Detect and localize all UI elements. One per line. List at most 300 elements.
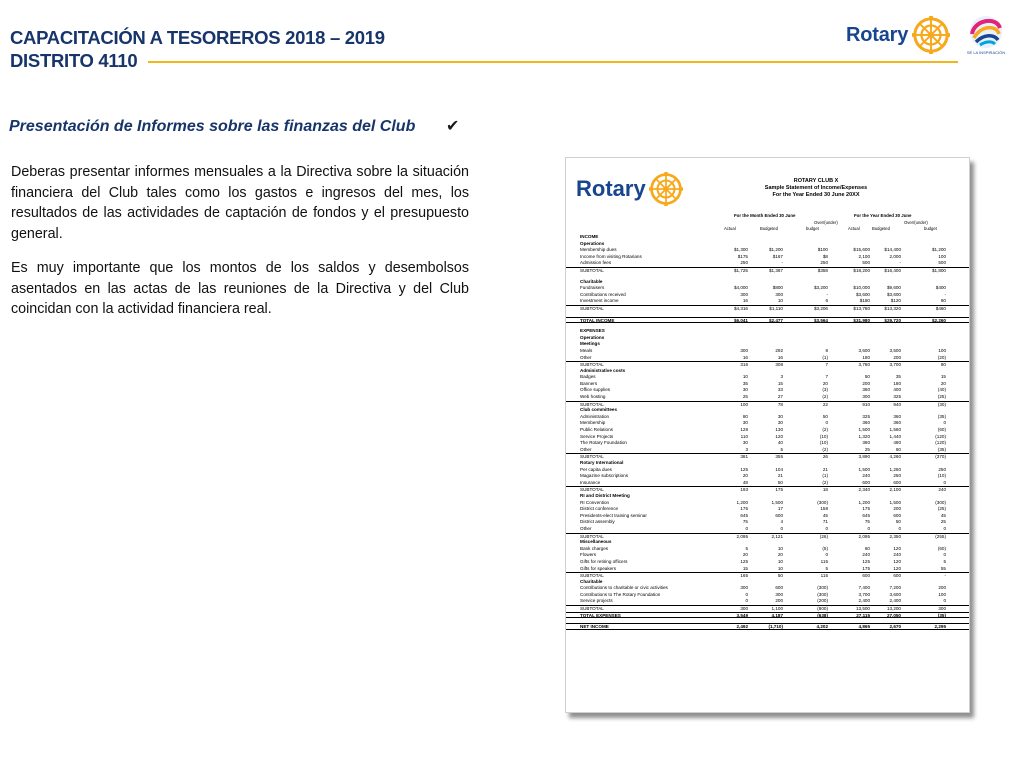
row-value: 3,780 [858,362,870,368]
row-value: 400 [893,387,901,393]
paragraph-reports: Deberas presentar informes mensuales a la Directiva sobre la situación financiera del Club tales como los gastos e ingresos del mes, los resultados de las actividades de captación de fondos y el presupuesto general. [11,164,469,242]
row-value: $14,400 [884,247,901,253]
row-label: Admission fees [580,260,612,266]
row-label: Bank charges [580,545,609,551]
row-value: 0 [825,525,828,531]
row-value: 0 [745,525,748,531]
row-label: Administrative costs [580,367,626,373]
slide-title-line1: CAPACITACIÓN A TESOREROS 2018 – 2019 [10,27,385,48]
row-value: 120 [775,433,783,439]
row-value: 2,000 [889,253,901,259]
row-label: Other [580,354,592,360]
row-value: 2,340 [858,487,870,493]
row-value: 600 [775,585,783,591]
statement-row [566,500,970,507]
row-value: 0 [943,479,946,485]
row-value: 360 [862,440,870,446]
statement-row [566,579,970,586]
col-actual-month: Actual [724,226,736,231]
document-heading-line: ROTARY CLUB X [793,178,839,184]
statement-row [566,559,970,566]
row-value: $1,200 [931,247,946,253]
row-value: 20 [742,552,748,558]
row-value: 20 [777,552,783,558]
row-value: $29,720 [884,317,901,323]
statement-row [566,298,970,305]
row-value: 33 [777,387,783,393]
row-value: 3,500 [889,347,901,353]
statement-row [566,612,970,619]
row-label: District assembly [580,519,615,525]
row-value: 4,187 [771,612,783,618]
statement-row [566,592,970,599]
row-value: 360 [862,387,870,393]
row-value: 0 [780,525,783,531]
row-label: INCOME [580,234,599,239]
row-value: 240 [938,487,946,493]
row-label: Service Projects [580,433,614,439]
row-value: (10) [819,440,828,446]
row-value: (26) [819,533,828,539]
statement-row [566,279,970,286]
row-value: 10 [777,558,783,564]
row-value: (35) [937,612,946,618]
row-value: 4,260 [889,454,901,460]
row-value: 200 [893,506,901,512]
row-value: 3 [745,446,748,452]
row-value: 125 [862,558,870,564]
row-value: 240 [893,552,901,558]
row-value: (1) [822,354,828,360]
row-value: 300 [740,585,748,591]
row-value: $800 [772,285,783,291]
statement-row [566,473,970,480]
row-value: 180 [893,380,901,386]
statement-row [566,585,970,592]
row-value: 3,600 [858,347,870,353]
row-value: (25) [937,506,946,512]
statement-row [566,434,970,441]
col-budget-year: budget [924,226,937,231]
statement-row [566,361,970,368]
row-value: - [899,260,901,266]
row-value: 325 [862,413,870,419]
row-value: (300) [935,499,946,505]
slide-title-line2: DISTRITO 4110 [10,50,138,71]
row-value: 1,200 [858,499,870,505]
row-value: - [781,260,783,266]
row-value: 20 [940,380,946,386]
row-value: 300 [775,291,783,297]
row-value: 0 [943,420,946,426]
row-value: 16 [742,354,748,360]
row-value: 71 [822,519,828,525]
row-label: Gifts for speakers [580,565,616,571]
row-label: RI and District Meeting [580,492,630,498]
theme-swirl-icon [966,14,1006,50]
row-value: 600 [893,512,901,518]
row-value: 30 [742,440,748,446]
row-value: 355 [775,454,783,460]
row-value: 2,121 [771,533,783,539]
document-rotary-logo [576,172,683,206]
row-value: $31,980 [853,317,870,323]
row-value: 0 [943,525,946,531]
row-value: (300) [817,591,828,597]
row-value: 40 [777,440,783,446]
statement-row [566,317,970,324]
checkmark-icon: ✔ [446,116,460,135]
row-value: 128 [740,427,748,433]
row-value: 25 [742,394,748,400]
row-value: 1,500 [771,499,783,505]
row-value: (120) [935,433,946,439]
row-value: (5) [822,545,828,551]
row-label: Presidents-elect training seminar [580,512,647,518]
row-value: 4 [780,519,783,525]
row-label: SUBTOTAL [580,305,604,311]
row-value: 2,295 [934,624,946,630]
row-value: 21 [777,473,783,479]
row-value: 300 [740,606,748,612]
row-value: 100 [938,253,946,259]
row-value: 1,100 [771,606,783,612]
row-value: $180 [859,298,870,304]
statement-row [566,506,970,513]
row-value: $13,320 [884,305,901,311]
row-value: $3,600 [855,291,870,297]
col-over-year: Over/(under) [904,220,928,225]
row-value: 3,890 [858,454,870,460]
row-value: $18,200 [853,267,870,273]
row-value: (60) [937,545,946,551]
row-label: Gifts for retiring officers [580,558,628,564]
row-label: Public Relations [580,427,613,433]
row-value: 15 [777,380,783,386]
row-value: $167 [772,253,783,259]
row-value: (2) [822,427,828,433]
row-value: $8 [822,253,828,259]
row-value: 30 [742,387,748,393]
statement-row [566,552,970,559]
row-value: 2,100 [889,487,901,493]
statement-row [566,460,970,467]
row-value: 22 [822,401,828,407]
row-value: 120 [893,545,901,551]
row-value: (10) [819,433,828,439]
row-value: 940 [893,401,901,407]
row-value: 381 [740,454,748,460]
row-value: 2,100 [858,253,870,259]
row-label: Contributions to charitable or civic activities [580,585,668,591]
row-value: (800) [817,606,828,612]
row-value: $460 [935,305,946,311]
statement-row [566,260,970,267]
body-text [11,162,469,320]
row-value: 17 [777,506,783,512]
row-value: 292 [775,347,783,353]
row-value: 7,400 [858,585,870,591]
row-value: 3,549 [736,612,748,618]
row-label: Web hosting [580,394,606,400]
row-value: 325 [893,394,901,400]
statement-row [566,623,970,630]
row-label: Membership dues [580,247,617,253]
row-value: $1,800 [931,267,946,273]
statement-row [566,533,970,540]
row-value: 100 [938,591,946,597]
row-value: 645 [862,512,870,518]
row-value: 360 [893,413,901,419]
row-label: SUBTOTAL [580,267,604,273]
row-label: Service projects [580,598,613,604]
row-value: 2,095 [858,533,870,539]
row-label: Badges [580,374,596,380]
row-value: 7 [825,374,828,380]
row-value: 27 [777,394,783,400]
row-value: 45 [822,512,828,518]
row-value: 180 [862,354,870,360]
statement-row [566,467,970,474]
statement-row [566,420,970,427]
row-label: Club committees [580,407,618,413]
row-value: 200 [893,354,901,360]
row-value: $3,564 [813,317,828,323]
row-label: Charitable [580,278,603,284]
row-value: 50 [895,519,901,525]
row-value: 75 [864,519,870,525]
row-label: Magazine subscriptions [580,473,629,479]
statement-row [566,355,970,362]
row-value: 480 [893,440,901,446]
row-value: 4,865 [858,624,870,630]
statement-row [566,374,970,381]
statement-row [566,348,970,355]
row-value: 15 [940,374,946,380]
row-value: $3,200 [813,285,828,291]
row-value: 0 [943,552,946,558]
statement-row [566,341,970,348]
row-value: 5 [825,565,828,571]
row-value: 0 [745,598,748,604]
row-value: 15 [742,565,748,571]
row-value: 600 [862,479,870,485]
row-value: 200 [862,380,870,386]
statement-row [566,427,970,434]
row-value: $4,316 [733,305,748,311]
document-heading-line: Sample Statement of Income/Expenses [764,185,868,191]
row-value: 0 [825,552,828,558]
row-label: RI Convention [580,499,610,505]
period-month-header: For the Month Ended 30 June [734,213,796,218]
row-value: 7,200 [889,585,901,591]
row-label: Income from visiting Rotarians [580,253,642,259]
statement-row [566,394,970,401]
row-value: $9,600 [886,285,901,291]
row-label: District conference [580,506,619,512]
row-label: Other [580,525,592,531]
row-label: Rotary International [580,460,624,465]
row-value: 26 [822,454,828,460]
row-value: 21 [822,466,828,472]
row-value: 1,320 [858,433,870,439]
statement-row [566,254,970,261]
row-label: NET INCOME [580,624,609,630]
row-value: (200) [817,598,828,604]
row-value: 104 [775,466,783,472]
row-value: 2,400 [858,598,870,604]
statement-row [566,328,970,335]
row-value: 60 [864,545,870,551]
row-value: 600 [862,573,870,579]
row-label: SUBTOTAL [580,362,604,368]
row-value: 360 [862,420,870,426]
row-value: 125 [740,558,748,564]
statement-row [566,285,970,292]
statement-row [566,572,970,579]
row-value: 2,400 [889,598,901,604]
row-value: 10 [777,545,783,551]
row-value: $1,200 [768,247,783,253]
row-value: 308 [775,362,783,368]
col-budget-month: budget [806,226,819,231]
row-value: 27,050 [886,612,901,618]
row-value: 300 [740,291,748,297]
row-value: 50 [777,573,783,579]
theme-logo [966,14,1006,60]
row-label: Banners [580,380,598,386]
statement-row [566,381,970,388]
rotary-logo-text: Rotary [846,23,909,46]
row-label: SUBTOTAL [580,573,604,579]
row-value: 100 [740,401,748,407]
rotary-logo [846,14,956,56]
row-value: $15,600 [853,247,870,253]
row-value: 16 [742,298,748,304]
theme-caption: SÉ LA INSPIRACIÓN [966,50,1006,55]
statement-row [566,546,970,553]
row-value: (255) [935,533,946,539]
row-value: 1,560 [889,427,901,433]
statement-row [566,440,970,447]
row-label: The Rotary Foundation [580,440,627,446]
statement-rows [566,234,970,630]
row-label: Membership [580,420,606,426]
row-value: $100 [817,247,828,253]
row-value: 7 [825,362,828,368]
row-value: 175 [862,565,870,571]
row-value: (2) [822,394,828,400]
row-label: Operations [580,334,605,340]
statement-row [566,267,970,274]
row-value: 3,600 [889,591,901,597]
row-label: SUBTOTAL [580,606,604,612]
row-value: 8 [825,347,828,353]
row-value: 600 [893,479,901,485]
row-label: SUBTOTAL [580,454,604,460]
statement-row [566,486,970,493]
row-value: $3,206 [813,305,828,311]
row-value: 60 [895,446,901,452]
row-value: $4,000 [733,285,748,291]
row-label: Flowers [580,552,597,558]
row-value: 115 [820,573,828,579]
row-label: TOTAL EXPENSES [580,612,621,618]
row-value: 20 [822,380,828,386]
row-value: $16,400 [884,267,901,273]
row-value: 120 [893,565,901,571]
row-label: Operations [580,240,605,246]
row-value: 30 [777,413,783,419]
statement-row [566,447,970,454]
row-label: Other [580,446,592,452]
row-value: 3,700 [858,591,870,597]
statement-row [566,598,970,605]
row-value: 200 [775,598,783,604]
row-value: $1,300 [733,247,748,253]
statement-row [566,605,970,612]
statement-row [566,519,970,526]
row-value: 5 [943,558,946,564]
row-value: (1,710) [768,624,783,630]
row-label: Meals [580,347,593,353]
statement-row [566,407,970,414]
row-value: 500 [862,260,870,266]
row-value: 200 [938,585,946,591]
row-value: 35 [895,374,901,380]
row-value: 1,500 [889,499,901,505]
row-value: 125 [740,466,748,472]
row-value: (638) [817,612,828,618]
row-label: SUBTOTAL [580,487,604,493]
row-value: 165 [740,573,748,579]
row-value: (35) [937,413,946,419]
statement-row [566,234,970,241]
statement-row [566,513,970,520]
row-value: 100 [938,347,946,353]
period-year-header: For the Year Ended 30 June [854,213,912,218]
statement-row [566,453,970,460]
row-value: $3,600 [886,291,901,297]
row-value: 50 [822,413,828,419]
row-value: 175 [740,506,748,512]
row-value: 300 [938,606,946,612]
row-value: 250 [740,260,748,266]
statement-row [566,305,970,312]
row-value: 110 [740,433,748,439]
row-value: 0 [943,598,946,604]
statement-row [566,401,970,408]
row-value: $10,000 [853,285,870,291]
statement-row [566,335,970,342]
row-value: 500 [938,260,946,266]
statement-row [566,526,970,533]
row-label: TOTAL INCOME [580,317,615,323]
row-value: $358 [817,267,828,273]
statement-row [566,387,970,394]
row-value: 5 [780,446,783,452]
row-label: Per capita dues [580,466,612,472]
row-value: 250 [893,473,901,479]
document-logo-text: Rotary [576,176,646,201]
row-value: 130 [775,427,783,433]
row-value: 20 [742,473,748,479]
row-value: $1,367 [768,267,783,273]
row-value: 300 [740,347,748,353]
row-value: $175 [737,253,748,259]
row-value: $6,041 [733,317,748,323]
income-statement-document [565,157,970,713]
